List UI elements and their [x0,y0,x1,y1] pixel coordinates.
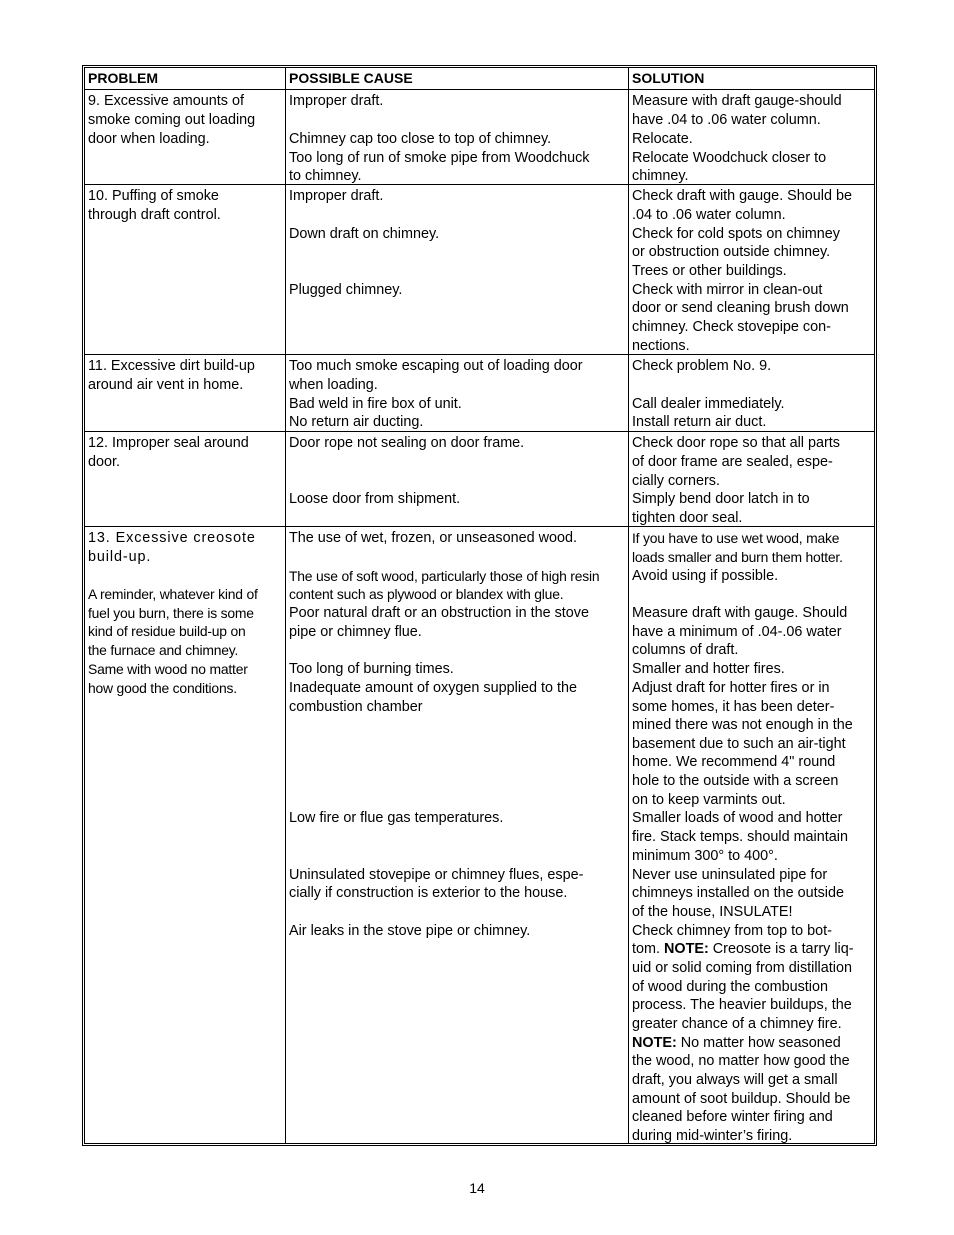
solution-text: process. The heavier buildups, the [632,997,852,1013]
problem-title: 13. Excessive creosote [88,530,256,546]
solution-text: cleaned before winter firing and [632,1109,833,1125]
header-possible-cause: POSSIBLE CAUSE [286,68,629,89]
solution-text: tighten door seal. [632,510,743,526]
solution-text: uid or solid coming from distillation [632,960,852,976]
problem-text: door. [88,454,121,470]
solution-text: mined there was not enough in the [632,717,853,733]
cause-text: Too long of burning times. [289,661,454,677]
problem-cell [85,432,286,526]
solution-text: Check door rope so that all parts [632,435,840,451]
solution-text [632,940,872,959]
problem-note: A reminder, whatever kind of [88,586,258,602]
solution-text: Check problem No. 9. [632,358,772,374]
solution-text: Smaller loads of wood and hotter [632,810,843,826]
cause-cell [286,90,629,184]
cause-text: The use of soft wood, particularly those of high resin [289,568,600,584]
problem-cell [85,527,286,1143]
table-row-13 [85,527,874,1143]
cause-text: Bad weld in fire box of unit. [289,396,462,412]
solution-text: chimney. Check stovepipe con- [632,319,831,335]
solution-text: columns of draft. [632,642,739,658]
cause-text: content such as plywood or blandex with glue. [289,586,564,602]
cause-text: Door rope not sealing on door frame. [289,435,525,451]
cause-text: The use of wet, frozen, or unseasoned wood. [289,530,577,546]
problem-text: 10. Puffing of smoke [88,188,219,204]
solution-cell [629,185,874,354]
table-header-row [85,68,874,90]
cause-text: Improper draft. [289,93,384,109]
solution-text: chimney. [632,168,689,184]
solution-cell [629,355,874,431]
cause-text: Inadequate amount of oxygen supplied to the [289,680,578,696]
solution-text: If you have to use wet wood, make [632,530,840,546]
solution-text: loads smaller and burn them hotter. [632,549,843,565]
solution-text: Install return air duct. [632,414,767,430]
cause-text: combustion chamber [289,699,423,715]
problem-note: Same with wood no matter [88,661,248,677]
table-row-12 [85,432,874,527]
solution-text: of the house, INSULATE! [632,904,793,920]
cause-text: Too long of run of smoke pipe from Woodchuck [289,150,590,166]
solution-text: Check draft with gauge. Should be [632,188,852,204]
cause-text: Low fire or flue gas temperatures. [289,810,504,826]
solution-text: hole to the outside with a screen [632,773,839,789]
header-solution: SOLUTION [632,70,705,86]
problem-cell [85,185,286,354]
solution-text: Check with mirror in clean-out [632,282,823,298]
problem-text: 11. Excessive dirt build-up [88,358,255,374]
solution-text: Trees or other buildings. [632,263,787,279]
solution-text: of door frame are sealed, espe- [632,454,833,470]
solution-text: Check chimney from top to bot- [632,923,832,939]
problem-note: kind of residue build-up on [88,623,246,639]
solution-text: Measure draft with gauge. Should [632,605,848,621]
table-row-11 [85,355,874,432]
cause-text: to chimney. [289,168,362,184]
cause-text: Too much smoke escaping out of loading door [289,358,583,374]
cause-text: Loose door from shipment. [289,491,461,507]
solution-text: some homes, it has been deter- [632,699,835,715]
cause-text: Air leaks in the stove pipe or chimney. [289,923,531,939]
solution-text: Creosote is a tarry liq- [712,941,854,957]
problem-text: 9. Excessive amounts of [88,93,244,109]
cause-cell [286,432,629,526]
cause-text: pipe or chimney flue. [289,624,422,640]
solution-text: door or send cleaning brush down [632,300,849,316]
solution-text: draft, you always will get a small [632,1072,838,1088]
problem-note: the furnace and chimney. [88,642,239,658]
cause-text: Plugged chimney. [289,282,403,298]
solution-cell [629,432,874,526]
troubleshooting-table [82,65,877,1146]
page-number: 14 [469,1180,485,1196]
solution-text: during mid-winter’s firing. [632,1128,793,1143]
problem-text: around air vent in home. [88,377,244,393]
cause-text: when loading. [289,377,378,393]
cause-text: cially if construction is exterior to the house. [289,885,568,901]
problem-text: 12. Improper seal around [88,435,249,451]
cause-cell [286,355,629,431]
header-problem: PROBLEM [85,68,286,89]
solution-text: of wood during the combustion [632,979,828,995]
cause-text: Chimney cap too close to top of chimney. [289,131,552,147]
cause-text: Poor natural draft or an obstruction in the stove [289,605,589,621]
solution-text [632,1034,872,1053]
solution-text: Never use uninsulated pipe for [632,867,828,883]
solution-text: amount of soot buildup. Should be [632,1091,851,1107]
solution-text: Simply bend door latch in to [632,491,810,507]
solution-text: Relocate. [632,131,693,147]
problem-text: door when loading. [88,131,210,147]
solution-text: home. We recommend 4" round [632,754,836,770]
problem-note: fuel you burn, there is some [88,605,254,621]
solution-text: Check for cold spots on chimney [632,226,840,242]
solution-text: or obstruction outside chimney. [632,244,831,260]
solution-cell [629,90,874,184]
problem-text: smoke coming out loading [88,112,256,128]
solution-text: tom. [632,941,660,957]
cause-cell [286,185,629,354]
solution-text: on to keep varmints out. [632,792,786,808]
solution-text: .04 to .06 water column. [632,207,786,223]
solution-text: have a minimum of .04-.06 water [632,624,842,640]
solution-text: have .04 to .06 water column. [632,112,821,128]
solution-text: basement due to such an air-tight [632,736,846,752]
table-row-9 [85,90,874,185]
cause-text: Improper draft. [289,188,384,204]
cause-text: Down draft on chimney. [289,226,440,242]
solution-text: nections. [632,338,690,354]
cause-text: Uninsulated stovepipe or chimney flues, espe- [289,867,584,883]
solution-text: minimum 300° to 400°. [632,848,778,864]
solution-text: the wood, no matter how good the [632,1053,850,1069]
problem-text: through draft control. [88,207,221,223]
solution-text: Relocate Woodchuck closer to [632,150,827,166]
problem-title: build-up. [88,549,152,565]
note-label: NOTE: [664,941,709,957]
solution-text: greater chance of a chimney fire. [632,1016,842,1032]
solution-text: No matter how seasoned [680,1035,841,1051]
solution-text: Avoid using if possible. [632,568,779,584]
solution-text: cially corners. [632,473,720,489]
cause-cell [286,527,629,1143]
cause-text: No return air ducting. [289,414,424,430]
solution-text: chimneys installed on the outside [632,885,844,901]
solution-text: Measure with draft gauge-should [632,93,842,109]
problem-cell [85,355,286,431]
problem-note: how good the conditions. [88,680,237,696]
solution-cell [629,527,874,1143]
solution-text: Call dealer immediately. [632,396,785,412]
table-row-10 [85,185,874,355]
solution-text: Adjust draft for hotter fires or in [632,680,830,696]
solution-text: fire. Stack temps. should maintain [632,829,848,845]
solution-text: Smaller and hotter fires. [632,661,785,677]
problem-cell [85,90,286,184]
note-label: NOTE: [632,1035,677,1051]
